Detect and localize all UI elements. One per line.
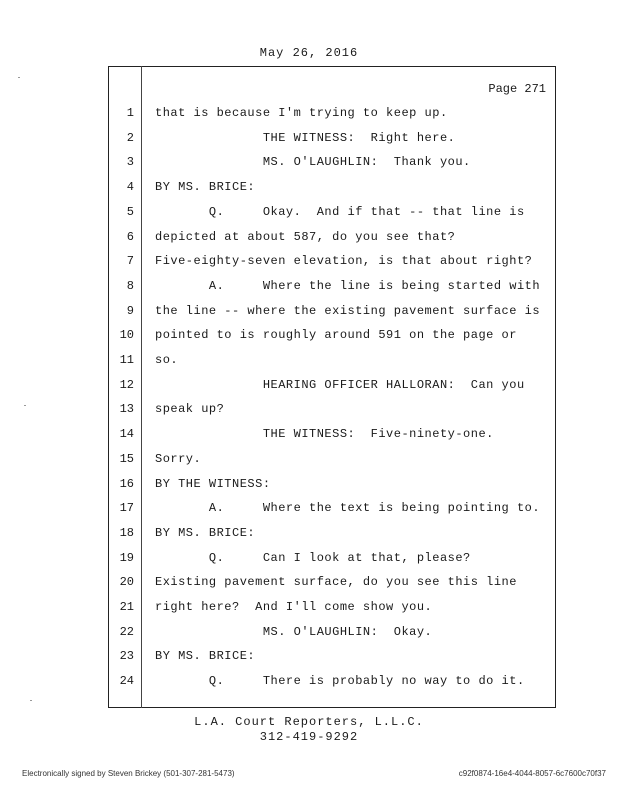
transcript-line-text: BY MS. BRICE:	[155, 526, 256, 540]
document-hash: c92f0874-16e4-4044-8057-6c7600c70f37	[458, 769, 606, 778]
line-number: 9	[126, 304, 134, 318]
transcript-line-text: pointed to is roughly around 591 on the page or	[155, 328, 517, 342]
transcript-line-text: Q. There is probably no way to do it.	[155, 674, 525, 688]
transcript-line-text: Existing pavement surface, do you see this line	[155, 575, 517, 589]
line-number: 21	[119, 600, 134, 614]
transcript-line-text: A. Where the line is being started with	[155, 279, 541, 293]
line-number: 14	[119, 427, 134, 441]
court-reporter-name: L.A. Court Reporters, L.L.C.	[194, 715, 424, 729]
line-number: 3	[126, 155, 134, 169]
line-number: 6	[126, 230, 134, 244]
scan-speck	[18, 77, 20, 78]
line-number: 17	[119, 501, 134, 515]
line-number: 2	[126, 131, 134, 145]
transcript-line-text: BY THE WITNESS:	[155, 477, 271, 491]
transcript-line-text: THE WITNESS: Right here.	[155, 131, 456, 145]
transcript-line-text: that is because I'm trying to keep up.	[155, 106, 448, 120]
transcript-line-text: BY MS. BRICE:	[155, 180, 256, 194]
line-number: 19	[119, 551, 134, 565]
transcript-date: May 26, 2016	[259, 46, 359, 60]
line-number: 16	[119, 477, 134, 491]
electronic-signature-note: Electronically signed by Steven Brickey (501-307-281-5473)	[22, 769, 235, 778]
line-number: 18	[119, 526, 134, 540]
line-number: 8	[126, 279, 134, 293]
transcript-line-text: speak up?	[155, 402, 225, 416]
line-number-divider	[141, 66, 142, 708]
line-number: 15	[119, 452, 134, 466]
line-number: 10	[119, 328, 134, 342]
line-number: 7	[126, 254, 134, 268]
transcript-line-text: A. Where the text is being pointing to.	[155, 501, 541, 515]
transcript-line-text: MS. O'LAUGHLIN: Thank you.	[155, 155, 471, 169]
line-number: 13	[119, 402, 134, 416]
transcript-line-text: so.	[155, 353, 179, 367]
transcript-line-text: HEARING OFFICER HALLORAN: Can you	[155, 378, 525, 392]
line-number: 23	[119, 649, 134, 663]
line-number: 20	[119, 575, 134, 589]
transcript-line-text: right here? And I'll come show you.	[155, 600, 433, 614]
transcript-line-text: the line -- where the existing pavement surface is	[155, 304, 541, 318]
transcript-line-text: MS. O'LAUGHLIN: Okay.	[155, 625, 433, 639]
court-reporter-phone: 312-419-9292	[259, 730, 359, 744]
page-number: Page 271	[488, 82, 546, 96]
line-number: 1	[126, 106, 134, 120]
transcript-line-text: THE WITNESS: Five-ninety-one.	[155, 427, 494, 441]
transcript-line-text: depicted at about 587, do you see that?	[155, 230, 456, 244]
transcript-line-text: Sorry.	[155, 452, 202, 466]
line-number: 24	[119, 674, 134, 688]
line-number: 5	[126, 205, 134, 219]
scan-speck	[30, 700, 32, 701]
transcript-line-text: BY MS. BRICE:	[155, 649, 256, 663]
line-number: 12	[119, 378, 134, 392]
scan-speck	[24, 405, 26, 406]
line-number: 11	[119, 353, 134, 367]
transcript-line-text: Q. Can I look at that, please?	[155, 551, 471, 565]
line-number: 4	[126, 180, 134, 194]
line-number: 22	[119, 625, 134, 639]
transcript-line-text: Q. Okay. And if that -- that line is	[155, 205, 525, 219]
transcript-line-text: Five-eighty-seven elevation, is that about right?	[155, 254, 533, 268]
